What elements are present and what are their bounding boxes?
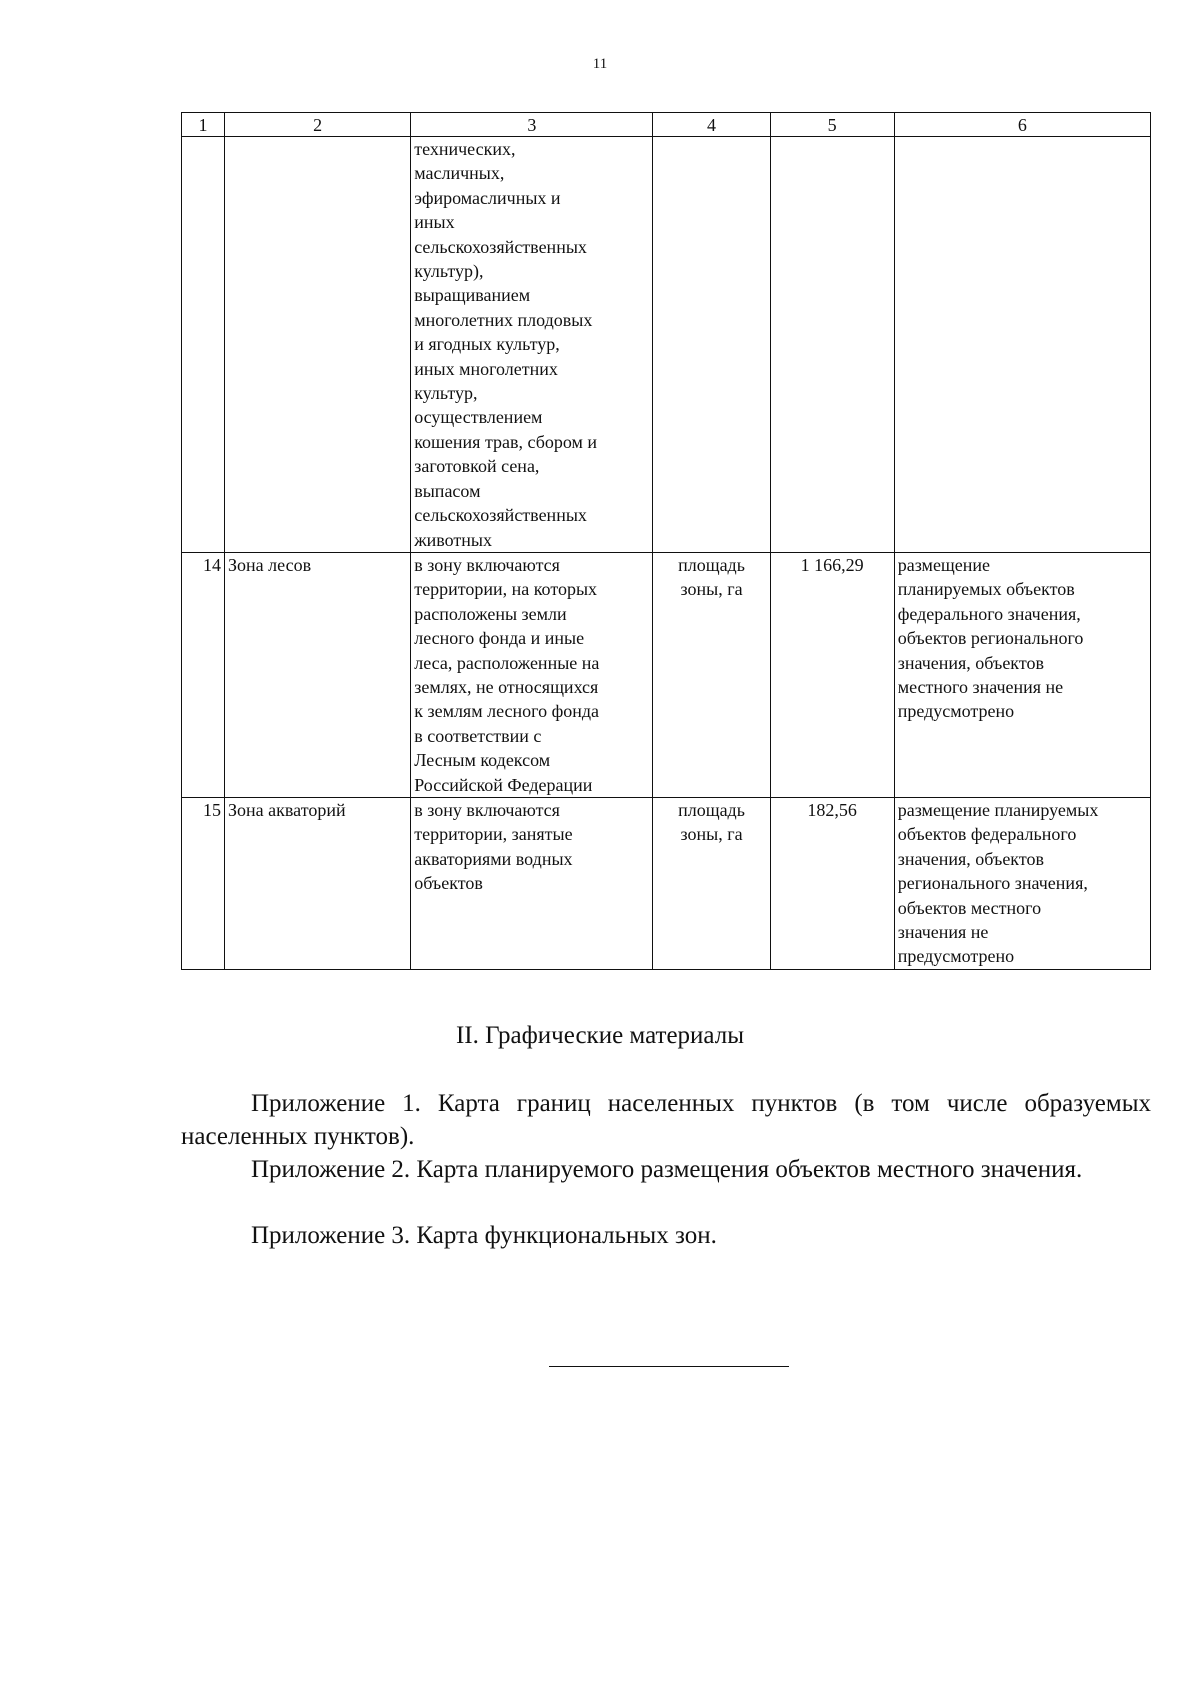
column-header: 2 bbox=[225, 113, 411, 137]
cell-line: территории, на которых bbox=[414, 579, 598, 600]
cell-line: иных многолетних bbox=[414, 358, 558, 379]
cell-line: выпасом bbox=[414, 480, 481, 501]
cell-description bbox=[411, 797, 653, 969]
cell-name bbox=[225, 137, 411, 553]
section-title: II. Графические материалы bbox=[455, 1022, 745, 1049]
cell-note bbox=[894, 797, 1150, 969]
table-row-continuation bbox=[182, 137, 1151, 553]
table-header-row bbox=[182, 113, 1151, 137]
column-header: 6 bbox=[894, 113, 1150, 137]
cell-line: технических, bbox=[414, 139, 516, 159]
cell-line: площадь bbox=[678, 554, 745, 575]
cell-line: животных bbox=[414, 529, 493, 550]
cell-line: федерального значения, bbox=[897, 603, 1081, 624]
cell-line: леса, расположенные на bbox=[414, 652, 600, 673]
cell-line: Российской Федерации bbox=[414, 774, 593, 795]
cell-line: лесного фонда и иные bbox=[414, 628, 585, 649]
cell-description bbox=[411, 552, 653, 797]
cell-line: в соответствии с bbox=[414, 725, 542, 746]
cell-num bbox=[182, 137, 225, 553]
cell-line: предусмотрено bbox=[897, 701, 1015, 722]
functional-zones-table bbox=[181, 112, 1151, 970]
cell-line: осуществлением bbox=[414, 407, 543, 428]
cell-line: землях, не относящихся bbox=[414, 676, 599, 697]
cell-line: значения не bbox=[897, 922, 989, 942]
closing-rule bbox=[549, 1366, 789, 1367]
column-header: 1 bbox=[182, 113, 225, 137]
cell-line: объектов регионального bbox=[897, 628, 1084, 649]
column-header: 3 bbox=[411, 113, 653, 137]
cell-line: в зону включаются bbox=[414, 554, 560, 575]
cell-value: 1 166,29 bbox=[770, 552, 894, 797]
cell-line: сельскохозяйственных bbox=[414, 236, 587, 257]
cell-line: местного значения не bbox=[897, 676, 1064, 697]
cell-num: 14 bbox=[182, 552, 225, 797]
cell-line: объектов местного bbox=[897, 897, 1042, 918]
column-header: 4 bbox=[653, 113, 770, 137]
cell-line: и ягодных культур, bbox=[414, 334, 560, 355]
cell-num: 15 bbox=[182, 797, 225, 969]
cell-line: в зону включаются bbox=[414, 799, 560, 820]
cell-line: размещение bbox=[897, 554, 991, 575]
cell-line: планируемых объектов bbox=[897, 579, 1075, 600]
cell-description bbox=[411, 137, 653, 553]
cell-line: зоны, га bbox=[680, 824, 743, 845]
cell-line: территории, занятые bbox=[414, 824, 573, 845]
cell-name: Зона лесов bbox=[225, 552, 411, 797]
cell-value: 182,56 bbox=[770, 797, 894, 969]
cell-line: культур), bbox=[414, 261, 484, 282]
cell-value bbox=[770, 137, 894, 553]
cell-line: объектов федерального bbox=[897, 824, 1077, 845]
cell-indicator bbox=[653, 797, 770, 969]
cell-name: Зона акваторий bbox=[225, 797, 411, 969]
cell-line: выращиванием bbox=[414, 285, 531, 306]
cell-indicator bbox=[653, 137, 770, 553]
table-row bbox=[182, 797, 1151, 969]
cell-line: объектов bbox=[414, 873, 483, 894]
page-number: 11 bbox=[592, 56, 608, 72]
column-header: 5 bbox=[770, 113, 894, 137]
cell-indicator bbox=[653, 552, 770, 797]
appendix-item: Приложение 2. Карта планируемого размещения объектов местного значения. bbox=[251, 1156, 1083, 1183]
appendix-item: Приложение 1. Карта границ населенных пунктов (в том числе образуемых населенных пунктов). bbox=[181, 1090, 1151, 1150]
cell-line: расположены земли bbox=[414, 603, 567, 624]
cell-line: акваториями водных bbox=[414, 848, 573, 869]
cell-note bbox=[894, 552, 1150, 797]
cell-line: регионального значения, bbox=[897, 873, 1088, 894]
cell-line: сельскохозяйственных bbox=[414, 505, 587, 526]
cell-line: площадь bbox=[678, 799, 745, 820]
cell-line: эфиромасличных и bbox=[414, 187, 561, 208]
table-row bbox=[182, 552, 1151, 797]
cell-line: кошения трав, сбором и bbox=[414, 431, 598, 452]
appendix-item: Приложение 3. Карта функциональных зон. bbox=[251, 1222, 717, 1249]
cell-line: многолетних плодовых bbox=[414, 309, 593, 330]
cell-line: предусмотрено bbox=[897, 946, 1015, 967]
cell-line: иных bbox=[414, 212, 455, 233]
cell-line: масличных, bbox=[414, 163, 505, 184]
cell-line: культур, bbox=[414, 383, 478, 404]
cell-line: к землям лесного фонда bbox=[414, 701, 600, 722]
cell-line: размещение планируемых bbox=[897, 799, 1099, 820]
cell-line: зоны, га bbox=[680, 579, 743, 600]
cell-line: заготовкой сена, bbox=[414, 456, 540, 477]
cell-line: Лесным кодексом bbox=[414, 750, 551, 771]
cell-note bbox=[894, 137, 1150, 553]
cell-line: значения, объектов bbox=[897, 848, 1044, 869]
cell-line: значения, объектов bbox=[897, 652, 1044, 673]
